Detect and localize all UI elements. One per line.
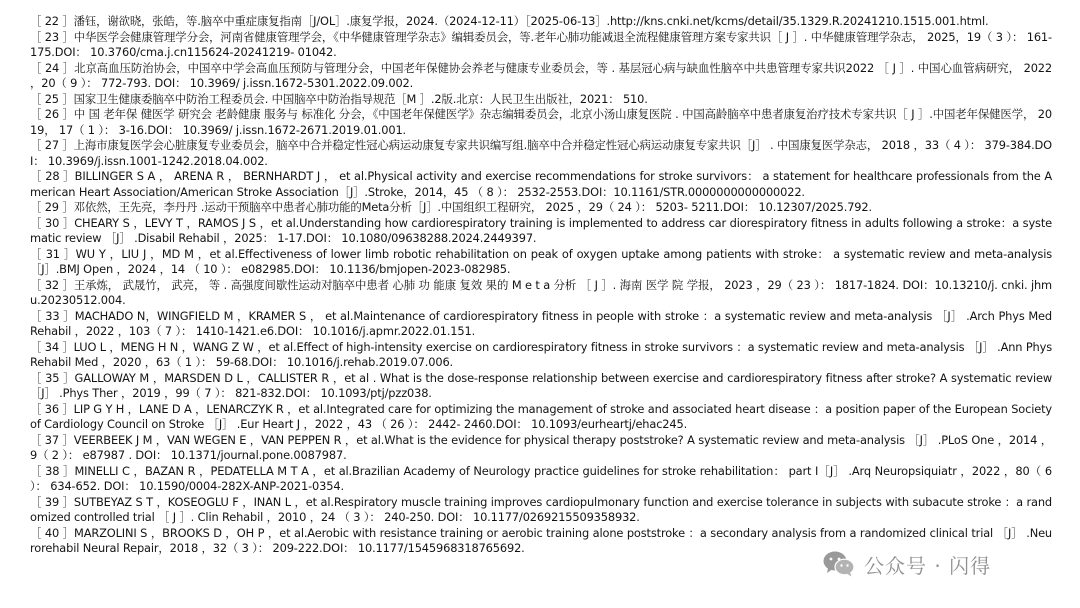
reference-40: ［ 40 ］MARZOLINI S ，BROOKS D ，OH P ，et al.Aerobic with resistance training or aerobic training alone poststroke ：a secondary analysis from a randomized clinical trial ［J］ .Neurorehabil Neural Repair，2018 ，32（ 3 ）： 209-222.DOI： 10.1177/1545968318765692.	[30, 525, 1052, 555]
watermark-text: 公众号 · 闪得	[864, 553, 992, 578]
reference-38: ［ 38 ］MINELLI C ，BAZAN R ，PEDATELLA M T A ，et al.Brazilian Academy of Neurology practice guidelines for stroke rehabilitation： part Ⅰ［J］ .Arq Neuropsiquiatr ，2022 ，80（ 6 ）： 634-652. DOI： 10.1590/0004-282X-ANP-2021-0354.	[30, 463, 1052, 493]
reference-26: ［ 26 ］中 国 老年保 健医学 研究会 老龄健康 服务与 标准化 分会，《中国老年保健医学》杂志编辑委员会，北京小汤山康复医院 . 中国高龄脑卒中患者康复治疗技术专家共识［ J ］.中国老年保健医学， 2019， 17（ 1 ）： 3-16.DOI： 10.3969/ j.issn.1672-2671.2019.01.001.	[30, 107, 1052, 137]
reference-34: ［ 34 ］LUO L ，MENG H N ，WANG Z W ，et al.Effect of high-intensity exercise on cardiorespiratory fitness in stroke survivors ：a systematic review and meta-analysis ［J］ .Ann Phys Rehabil Med ，2020 ，63（ 1 ）： 59-68.DOI： 10.1016/j.rehab.2019.07.006.	[30, 339, 1052, 369]
reference-29: ［ 29 ］邓依然，王先亮，李丹丹 .运动干预脑卒中患者心肺功能的Meta分析［J］.中国组织工程研究， 2025 ，29（ 24 ）： 5203- 5211.DOI： 10.12307/2025.792.	[30, 200, 872, 214]
reference-31: ［ 31 ］WU Y ，LIU J ，MD M ，et al.Effectiveness of lower limb robotic rehabilitation on peak of oxygen uptake among patients with stroke： a systematic review and meta-analysis［J］.BMJ Open ，2024 ，14 （ 10 ）： e082985.DOI： 10.1136/bmjopen-2023-082985.	[30, 246, 1052, 276]
watermark	[822, 549, 991, 579]
reference-list	[30, 14, 1052, 557]
reference-36: ［ 36 ］LIP G Y H ，LANE D A ，LENARCZYK R ，et al.Integrated care for optimizing the management of stroke and associated heart disease ：a position paper of the European Society of Cardiology Council on Stroke ［J］ .Eur Heart J ，2022 ，43 （ 26 ）： 2442- 2460.DOI： 10.1093/eurheartj/ehac245.	[30, 401, 1052, 431]
reference-24: ［ 24 ］北京高血压防治协会，中国卒中学会高血压预防与管理分会，中国老年保健协会养老与健康专业委员会，等 . 基层冠心病与缺血性脑卒中共患管理专家共识2022 ［ J ］. 中国心血管病研究， 2022 ，20（ 9 ）： 772-793. DOI： 10.3969/ j.issn.1672-5301.2022.09.002.	[30, 60, 1052, 90]
reference-23: ［ 23 ］中华医学会健康管理学分会，河南省健康管理学会，《中华健康管理学杂志》编辑委员会，等.老年心肺功能减退全流程健康管理方案专家共识［ J ］. 中华健康管理学杂志， 2025，19（ 3 ）： 161-175.DOI： 10.3760/cma.j.cn115624-20241219- 01042.	[30, 29, 1052, 59]
reference-32: ［ 32 ］王承炼， 武晟竹， 武亮， 等 . 高强度间歇性运动对脑卒中患者 心肺 功 能康 复效 果的 M e t a 分析 ［ J ］. 海南 医学 院 学报， 2023 ，29（ 23 ）： 1817-1824. DOI：10.13210/j. cnki. jhmu.20230512.004.	[30, 277, 1052, 307]
reference-37: ［ 37 ］VEERBEEK J M ，VAN WEGEN E ，VAN PEPPEN R ，et al.What is the evidence for physical therapy poststroke? A systematic review and meta-analysis ［J］ .PLoS One ，2014 ，9（ 2 ）： e87987 . DOI： 10.1371/journal.pone.0087987.	[30, 432, 1052, 462]
reference-27: ［ 27 ］上海市康复医学会心脏康复专业委员会，脑卒中合并稳定性冠心病运动康复专家共识编写组.脑卒中合并稳定性冠心病运动康复专家共识［J］ . 中国康复医学杂志， 2018 ，33（ 4 ）： 379-384.DOI： 10.3969/j.issn.1001-1242.2018.04.002.	[30, 138, 1052, 168]
reference-35: ［ 35 ］GALLOWAY M ，MARSDEN D L ，CALLISTER R ，et al . What is the dose-response relationship between exercise and cardiorespiratory fitness after stroke? A systematic review ［J］ .Phys Ther ，2019 ，99（ 7 ）： 821-832.DOI： 10.1093/ptj/pzz038.	[30, 370, 1052, 400]
wechat-icon	[822, 550, 856, 578]
reference-30: ［ 30 ］CHEARY S ，LEVY T ，RAMOS J S ，et al.Understanding how cardiorespiratory training is implemented to address car diorespiratory fitness in adults following a stroke：a systematic review ［J］ .Disabil Rehabil ，2025： 1-17.DOI： 10.1080/09638288.2024.2449397.	[30, 215, 1052, 245]
reference-25: ［ 25 ］国家卫生健康委脑卒中防治工程委员会. 中国脑卒中防治指导规范［M ］.2版.北京：人民卫生出版社，2021： 510.	[30, 91, 648, 106]
reference-28: ［ 28 ］BILLINGER S A ， ARENA R ， BERNHARDT J ， et al.Physical activity and exercise recommendations for stroke survivors： a statement for healthcare professionals from the American Heart Association/American Stroke Association［J］.Stroke，2014，45 （ 8 ）： 2532-2553.DOI：10.1161/STR.0000000000000022.	[30, 169, 1052, 199]
reference-33: ［ 33 ］MACHADO N，WINGFIELD M ，KRAMER S ， et al.Maintenance of cardiorespiratory fitness in people with stroke ：a systematic review and meta-analysis ［J］ .Arch Phys Med Rehabil ，2022 ，103（ 7 ）： 1410-1421.e6.DOI： 10.1016/j.apmr.2022.01.151.	[30, 308, 1052, 338]
reference-39: ［ 39 ］SUTBEYAZ S T ，KOSEOGLU F ，INAN L ，et al.Respiratory muscle training improves cardiopulmonary function and exercise tolerance in subjects with subacute stroke ：a randomized controlled trial ［ J ］. Clin Rehabil ，2010 ，24 （ 3 ）： 240-250. DOI： 10.1177/0269215509358932.	[30, 494, 1052, 524]
reference-22: ［ 22 ］潘钰，谢欲晓，张皓，等.脑卒中重症康复指南［J/OL］.康复学报，2024.（2024-12-11）［2025-06-13］.http://kns.cnki.net/kcms/detail/35.1329.R.20241210.1515.001.html.	[30, 14, 989, 28]
